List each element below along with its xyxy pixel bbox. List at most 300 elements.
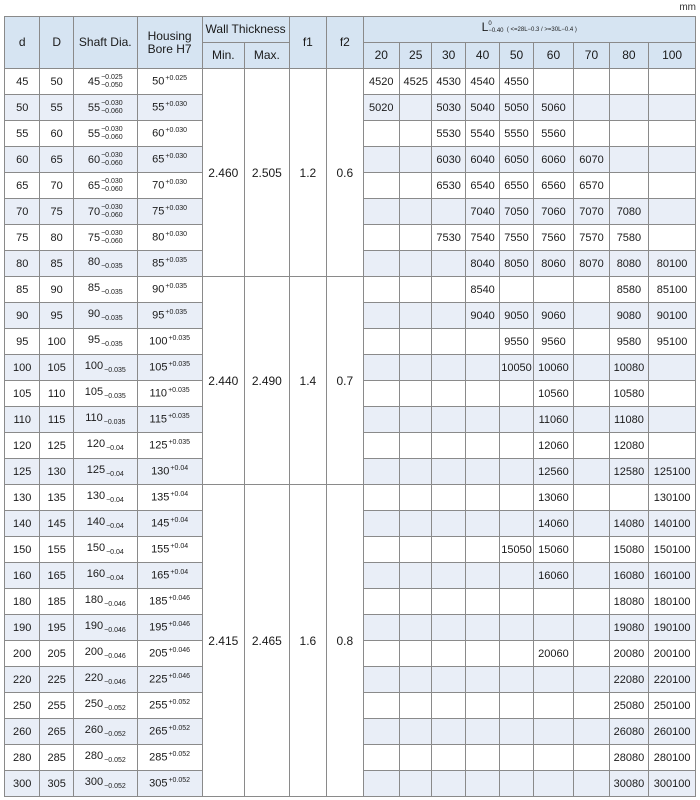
cell-length-20 [363,251,399,277]
col-header-length-70: 70 [574,43,609,69]
cell-length-100 [649,95,696,121]
cell-length-60: 12560 [533,459,574,485]
cell-housing-bore: $225^{+0.046}$ [137,667,202,693]
cell-housing-bore: $85^{+0.035}$ [137,251,202,277]
cell-length-40 [465,771,499,797]
cell-length-100 [649,225,696,251]
table-row [5,69,696,95]
cell-length-25 [400,329,432,355]
cell-length-30 [432,433,465,459]
cell-shaft-dia: 105 −0.035 [73,381,137,407]
cell-shaft-dia: 300 −0.052 [73,771,137,797]
cell-length-30 [432,459,465,485]
cell-length-70 [574,121,609,147]
cell-shaft-dia: 160 −0.04 [73,563,137,589]
cell-length-40 [465,693,499,719]
col-header-length [363,17,695,43]
cell-d: 75 [5,225,40,251]
cell-length-70 [574,745,609,771]
cell-length-25: 4525 [400,69,432,95]
col-header-f2: f2 [327,17,363,69]
cell-length-20 [363,199,399,225]
cell-length-100: 200100 [649,641,696,667]
cell-length-20 [363,147,399,173]
cell-length-60 [533,69,574,95]
cell-housing-bore: $110^{+0.035}$ [137,381,202,407]
cell-length-40: 7540 [465,225,499,251]
cell-length-40 [465,719,499,745]
cell-length-30 [432,615,465,641]
cell-length-80 [609,121,649,147]
cell-D: 50 [40,69,73,95]
cell-length-25 [400,199,432,225]
cell-shaft-dia: 90 −0.035 [73,303,137,329]
cell-D: 130 [40,459,73,485]
cell-length-50 [500,381,533,407]
cell-d: 105 [5,381,40,407]
cell-length-40: 7040 [465,199,499,225]
cell-length-80: 26080 [609,719,649,745]
cell-length-40 [465,407,499,433]
cell-length-60: 20060 [533,641,574,667]
cell-length-100 [649,173,696,199]
cell-length-100: 300100 [649,771,696,797]
cell-shaft-dia: 150 −0.04 [73,537,137,563]
cell-length-30 [432,511,465,537]
cell-d: 125 [5,459,40,485]
cell-length-40 [465,641,499,667]
cell-d: 190 [5,615,40,641]
cell-length-80: 20080 [609,641,649,667]
cell-d: 70 [5,199,40,225]
cell-D: 255 [40,693,73,719]
cell-length-25 [400,563,432,589]
cell-length-30 [432,381,465,407]
cell-length-25 [400,303,432,329]
cell-length-80: 10080 [609,355,649,381]
col-header-f1: f1 [289,17,326,69]
cell-length-40 [465,667,499,693]
cell-housing-bore: $60^{+0.030}$ [137,121,202,147]
cell-length-80 [609,173,649,199]
cell-shaft-dia: 65 −0.030 −0.060 [73,173,137,199]
cell-length-50: 7050 [500,199,533,225]
cell-length-60: 6560 [533,173,574,199]
cell-length-100: 260100 [649,719,696,745]
col-header-wall-thickness: Wall Thickness [202,17,289,43]
cell-min: 2.460 [202,69,245,277]
cell-d: 200 [5,641,40,667]
cell-length-60: 13060 [533,485,574,511]
cell-length-40 [465,563,499,589]
col-header-shaft: Shaft Dia. [73,17,137,69]
cell-housing-bore: $95^{+0.035}$ [137,303,202,329]
cell-d: 100 [5,355,40,381]
cell-D: 305 [40,771,73,797]
col-header-housing: Housing Bore H7 [137,17,202,69]
cell-length-30: 4530 [432,69,465,95]
cell-shaft-dia: 180 −0.046 [73,589,137,615]
cell-length-60: 5560 [533,121,574,147]
cell-length-40: 5540 [465,121,499,147]
cell-length-50: 5550 [500,121,533,147]
cell-shaft-dia: 70 −0.030 −0.060 [73,199,137,225]
cell-length-80: 8080 [609,251,649,277]
cell-D: 205 [40,641,73,667]
cell-length-50: 5050 [500,95,533,121]
cell-length-60: 5060 [533,95,574,121]
cell-length-80: 28080 [609,745,649,771]
cell-length-80: 10580 [609,381,649,407]
cell-length-100 [649,147,696,173]
cell-length-40 [465,511,499,537]
cell-length-70 [574,511,609,537]
cell-length-25 [400,719,432,745]
cell-length-25 [400,95,432,121]
cell-housing-bore: $70^{+0.030}$ [137,173,202,199]
cell-min: 2.415 [202,485,245,797]
cell-shaft-dia: 280 −0.052 [73,745,137,771]
cell-length-70 [574,407,609,433]
cell-housing-bore: $165^{+0.04}$ [137,563,202,589]
cell-D: 265 [40,719,73,745]
col-header-length-100: 100 [649,43,696,69]
cell-length-30 [432,251,465,277]
cell-housing-bore: $195^{+0.046}$ [137,615,202,641]
cell-length-40: 8040 [465,251,499,277]
cell-max: 2.505 [245,69,290,277]
cell-length-20 [363,589,399,615]
cell-housing-bore: $155^{+0.04}$ [137,537,202,563]
col-header-length-60: 60 [533,43,574,69]
cell-length-30 [432,719,465,745]
cell-length-25 [400,667,432,693]
cell-length-25 [400,615,432,641]
col-header-length-40: 40 [465,43,499,69]
cell-housing-bore: $130^{+0.04}$ [137,459,202,485]
cell-length-50 [500,511,533,537]
cell-housing-bore: $105^{+0.035}$ [137,355,202,381]
length-tol-lower: −0.40 [488,28,504,35]
cell-length-40: 9040 [465,303,499,329]
cell-length-30 [432,355,465,381]
cell-length-80: 7080 [609,199,649,225]
cell-D: 145 [40,511,73,537]
cell-length-40: 4540 [465,69,499,95]
cell-length-40: 8540 [465,277,499,303]
cell-length-100 [649,355,696,381]
cell-f2: 0.8 [327,485,363,797]
cell-shaft-dia: 85 −0.035 [73,277,137,303]
cell-length-70 [574,355,609,381]
cell-length-100: 90100 [649,303,696,329]
cell-housing-bore: $125^{+0.035}$ [137,433,202,459]
cell-length-40 [465,537,499,563]
cell-length-25 [400,459,432,485]
cell-shaft-dia: 200 −0.046 [73,641,137,667]
cell-length-20: 5020 [363,95,399,121]
cell-length-40 [465,459,499,485]
cell-length-60 [533,771,574,797]
cell-housing-bore: $265^{+0.052}$ [137,719,202,745]
cell-length-70 [574,693,609,719]
cell-d: 150 [5,537,40,563]
cell-housing-bore: $75^{+0.030}$ [137,199,202,225]
cell-length-30 [432,771,465,797]
cell-length-60: 10060 [533,355,574,381]
col-header-length-30: 30 [432,43,465,69]
cell-length-80: 16080 [609,563,649,589]
cell-shaft-dia: 190 −0.046 [73,615,137,641]
cell-D: 225 [40,667,73,693]
cell-length-25 [400,173,432,199]
cell-housing-bore: $145^{+0.04}$ [137,511,202,537]
cell-d: 180 [5,589,40,615]
cell-housing-bore: $285^{+0.052}$ [137,745,202,771]
cell-length-60: 15060 [533,537,574,563]
cell-length-50: 7550 [500,225,533,251]
cell-length-50 [500,485,533,511]
cell-length-70 [574,95,609,121]
cell-d: 95 [5,329,40,355]
cell-length-60: 12060 [533,433,574,459]
cell-length-20 [363,719,399,745]
cell-length-100 [649,433,696,459]
cell-length-50: 4550 [500,69,533,95]
cell-length-70 [574,771,609,797]
cell-length-25 [400,511,432,537]
cell-length-80 [609,95,649,121]
cell-housing-bore: $90^{+0.035}$ [137,277,202,303]
cell-length-70 [574,381,609,407]
cell-length-100: 280100 [649,745,696,771]
cell-length-50: 6550 [500,173,533,199]
cell-shaft-dia: 55 −0.030 −0.060 [73,121,137,147]
cell-length-30: 6530 [432,173,465,199]
cell-length-25 [400,771,432,797]
cell-length-80: 14080 [609,511,649,537]
cell-length-20 [363,303,399,329]
cell-length-40: 6540 [465,173,499,199]
cell-length-80: 8580 [609,277,649,303]
cell-shaft-dia: 125 −0.04 [73,459,137,485]
cell-length-25 [400,693,432,719]
cell-length-30 [432,329,465,355]
cell-length-30 [432,745,465,771]
cell-length-70 [574,433,609,459]
cell-length-25 [400,225,432,251]
cell-length-40 [465,381,499,407]
cell-min: 2.440 [202,277,245,485]
cell-length-20 [363,537,399,563]
cell-length-30 [432,641,465,667]
cell-D: 135 [40,485,73,511]
cell-d: 120 [5,433,40,459]
cell-length-70 [574,641,609,667]
cell-length-80: 18080 [609,589,649,615]
cell-length-70 [574,563,609,589]
col-header-length-50: 50 [500,43,533,69]
cell-length-20 [363,121,399,147]
cell-length-25 [400,355,432,381]
cell-length-20 [363,693,399,719]
cell-length-100: 160100 [649,563,696,589]
cell-length-20 [363,563,399,589]
cell-d: 140 [5,511,40,537]
cell-length-80 [609,147,649,173]
cell-length-25 [400,147,432,173]
cell-length-60: 9560 [533,329,574,355]
cell-length-50 [500,407,533,433]
cell-length-20 [363,407,399,433]
cell-length-50 [500,667,533,693]
cell-shaft-dia: 130 −0.04 [73,485,137,511]
cell-length-100: 220100 [649,667,696,693]
cell-length-100 [649,407,696,433]
cell-D: 65 [40,147,73,173]
cell-length-30 [432,537,465,563]
cell-length-100: 80100 [649,251,696,277]
cell-length-50 [500,641,533,667]
cell-length-50 [500,563,533,589]
cell-length-60: 6060 [533,147,574,173]
cell-length-20: 4520 [363,69,399,95]
cell-D: 165 [40,563,73,589]
cell-length-50 [500,693,533,719]
cell-d: 60 [5,147,40,173]
cell-length-20 [363,615,399,641]
cell-d: 55 [5,121,40,147]
cell-housing-bore: $80^{+0.030}$ [137,225,202,251]
cell-length-70 [574,277,609,303]
cell-d: 65 [5,173,40,199]
cell-length-20 [363,173,399,199]
length-tol-upper: 0 [488,21,492,28]
cell-length-20 [363,485,399,511]
table-row [5,277,696,303]
cell-length-100: 180100 [649,589,696,615]
cell-length-80: 12080 [609,433,649,459]
cell-D: 95 [40,303,73,329]
cell-d: 300 [5,771,40,797]
cell-D: 115 [40,407,73,433]
cell-length-40: 6040 [465,147,499,173]
cell-D: 195 [40,615,73,641]
cell-length-60 [533,589,574,615]
cell-length-70: 6070 [574,147,609,173]
cell-length-30 [432,667,465,693]
cell-length-40 [465,329,499,355]
cell-f1: 1.2 [289,69,326,277]
cell-D: 125 [40,433,73,459]
col-header-wall-min: Min. [202,43,245,69]
col-header-D: D [40,17,73,69]
cell-length-60 [533,667,574,693]
cell-length-70: 7070 [574,199,609,225]
cell-length-100: 125100 [649,459,696,485]
cell-length-25 [400,537,432,563]
cell-length-80: 11080 [609,407,649,433]
cell-length-30 [432,303,465,329]
length-tol-condition: ( <=28L−0.3 / >=30L−0.4 ) [506,27,577,34]
cell-length-70 [574,615,609,641]
unit-label: mm [679,2,696,13]
cell-length-20 [363,225,399,251]
cell-length-30 [432,563,465,589]
cell-d: 90 [5,303,40,329]
cell-length-25 [400,433,432,459]
cell-length-70 [574,485,609,511]
cell-f1: 1.4 [289,277,326,485]
cell-D: 85 [40,251,73,277]
cell-length-50: 8050 [500,251,533,277]
cell-shaft-dia: 75 −0.030 −0.060 [73,225,137,251]
cell-length-100: 190100 [649,615,696,641]
cell-length-50 [500,277,533,303]
table-row [5,485,696,511]
cell-length-80: 7580 [609,225,649,251]
cell-length-50: 15050 [500,537,533,563]
cell-length-50 [500,719,533,745]
cell-length-80: 19080 [609,615,649,641]
cell-length-60 [533,693,574,719]
cell-length-100: 95100 [649,329,696,355]
cell-length-40 [465,615,499,641]
cell-length-20 [363,641,399,667]
cell-length-70 [574,589,609,615]
cell-length-70 [574,459,609,485]
cell-length-30 [432,589,465,615]
cell-length-60: 7060 [533,199,574,225]
cell-f2: 0.7 [327,277,363,485]
cell-length-100 [649,121,696,147]
cell-length-25 [400,251,432,277]
cell-length-60 [533,615,574,641]
cell-length-25 [400,641,432,667]
cell-max: 2.490 [245,277,290,485]
cell-length-70 [574,69,609,95]
cell-shaft-dia: 95 −0.035 [73,329,137,355]
cell-length-70: 8070 [574,251,609,277]
cell-length-25 [400,381,432,407]
cell-d: 110 [5,407,40,433]
cell-length-20 [363,459,399,485]
cell-length-20 [363,433,399,459]
cell-max: 2.465 [245,485,290,797]
cell-housing-bore: $255^{+0.052}$ [137,693,202,719]
cell-D: 90 [40,277,73,303]
cell-D: 185 [40,589,73,615]
cell-length-50: 9550 [500,329,533,355]
cell-shaft-dia: 80 −0.035 [73,251,137,277]
cell-length-80 [609,485,649,511]
cell-length-60: 14060 [533,511,574,537]
cell-length-30: 6030 [432,147,465,173]
cell-f1: 1.6 [289,485,326,797]
cell-D: 110 [40,381,73,407]
cell-length-20 [363,771,399,797]
cell-length-30 [432,485,465,511]
cell-length-30: 7530 [432,225,465,251]
cell-length-80: 30080 [609,771,649,797]
cell-length-25 [400,589,432,615]
col-header-d: d [5,17,40,69]
cell-length-30: 5030 [432,95,465,121]
cell-D: 100 [40,329,73,355]
cell-housing-bore: $205^{+0.046}$ [137,641,202,667]
cell-housing-bore: $305^{+0.052}$ [137,771,202,797]
cell-length-80: 22080 [609,667,649,693]
